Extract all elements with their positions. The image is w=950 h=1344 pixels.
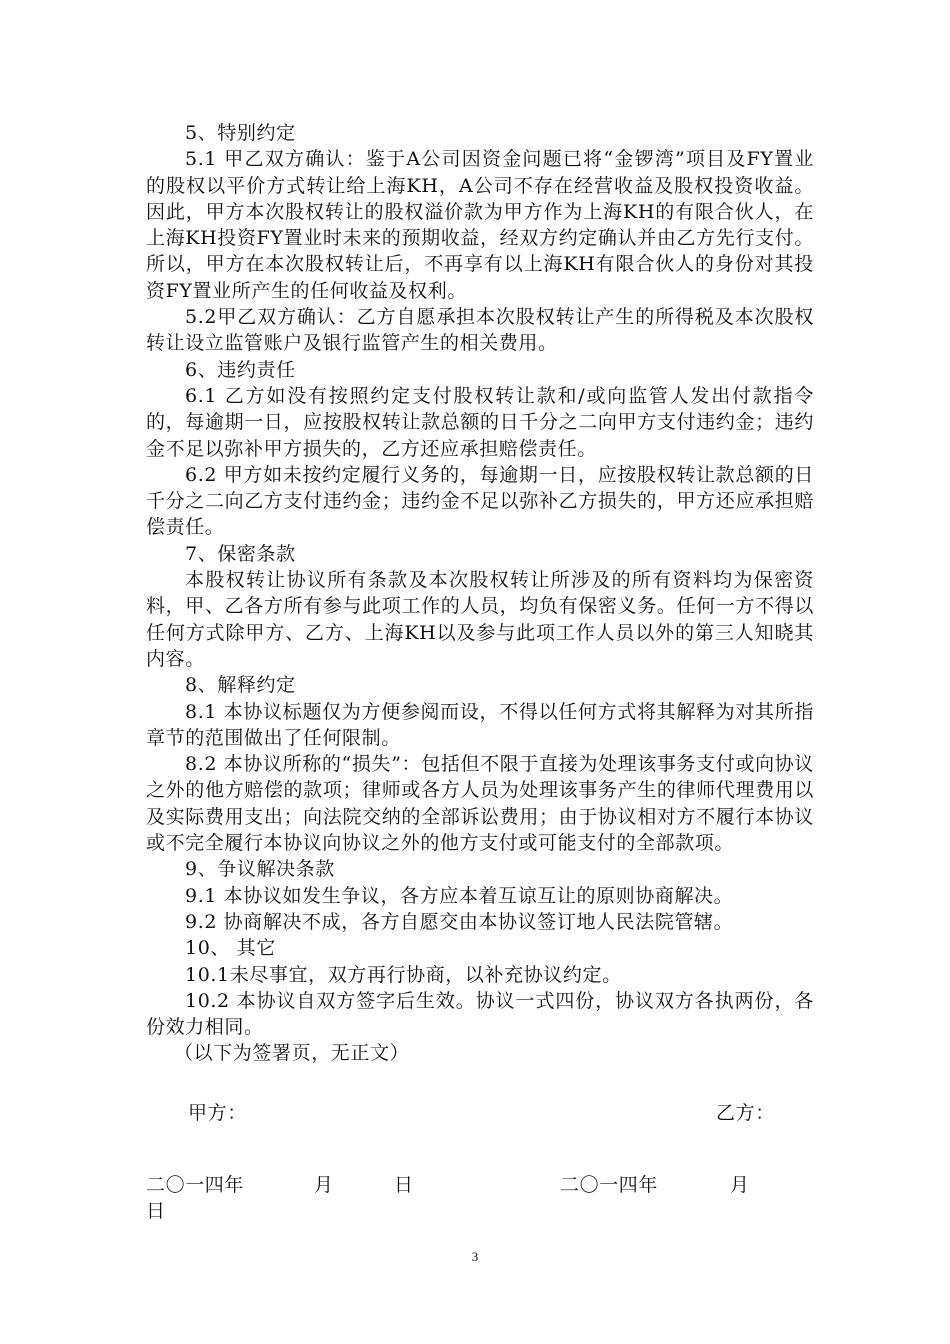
page-number: 3 <box>471 1249 479 1264</box>
party-b-signature-label: 乙方： <box>716 1102 775 1124</box>
section-heading-7: 7、保密条款 <box>185 542 296 565</box>
right-date-year: 二〇一四年 <box>560 1174 659 1196</box>
signature-dates <box>146 1172 806 1224</box>
right-date-day: 日 <box>146 1200 166 1222</box>
clause-6-1: 6.1 乙方如没有按照约定支付股权转让款和/或向监管人发出付款指令的，每逾期一日，应按股权转让款总额的日千分之二向甲方支付违约金；违约金不足以弥补甲方损失的，乙方还应承担赔偿责任。 <box>146 384 814 460</box>
clause-5-2: 5.2甲乙双方确认：乙方自愿承担本次股权转让产生的所得税及本次股权转让设立监管账户及银行监管产生的相关费用。 <box>146 306 814 355</box>
clause-8-1: 8.1 本协议标题仅为方便参阅而设，不得以任何方式将其解释为对其所指章节的范围做出了任何限制。 <box>146 700 814 749</box>
clause-9-1: 9.1 本协议如发生争议，各方应本着互谅互让的原则协商解决。 <box>185 884 734 907</box>
left-date-month: 月 <box>314 1174 334 1196</box>
clause-10-1: 10.1未尽事宜，双方再行协商，以补充协议约定。 <box>185 963 622 986</box>
section-heading-6: 6、违约责任 <box>185 358 296 381</box>
date-line <box>146 1172 806 1198</box>
right-date-month: 月 <box>730 1174 750 1196</box>
clause-6-2: 6.2 甲方如未按约定履行义务的，每逾期一日，应按股权转让款总额的日千分之二向乙方支付违约金；违约金不足以弥补乙方损失的，甲方还应承担赔偿责任。 <box>146 463 814 539</box>
clause-7: 本股权转让协议所有条款及本次股权转让所涉及的所有资料均为保密资料，甲、乙各方所有参与此项工作的人员，均负有保密义务。任何一方不得以任何方式除甲方、乙方、上海KH以及参与此项工作人员以外的第三人知晓其内容。 <box>146 569 814 670</box>
left-date-year: 二〇一四年 <box>146 1174 245 1196</box>
date-line-wrapped <box>146 1198 806 1224</box>
section-heading-9: 9、争议解决条款 <box>185 858 335 881</box>
clause-9-2: 9.2 协商解决不成，各方自愿交由本协议签订地人民法院管辖。 <box>185 910 734 933</box>
clause-10-2: 10.2 本协议自双方签字后生效。协议一式四份，协议双方各执两份，各份效力相同。 <box>146 989 814 1039</box>
section-heading-10: 10、 其它 <box>185 937 276 960</box>
document-body <box>146 120 814 1067</box>
clause-8-2: 8.2 本协议所称的“损失”：包括但不限于直接为处理该事务支付或向协议之外的他方赔偿的款项；律师或各方人员为处理该事务产生的律师代理费用以及实际费用支出；向法院交纳的全部诉讼费用；由于协议相对方不履行本协议或不完全履行本协议向协议之外的他方支付或可能支付的全部款项。 <box>146 753 814 855</box>
section-heading-8: 8、解释约定 <box>185 674 296 697</box>
clause-5-1: 5.1 甲乙双方确认：鉴于A公司因资金问题已将“金锣湾”项目及FY置业的股权以平价方式转让给上海KH，A公司不存在经营收益及股权投资收益。因此，甲方本次股权转让的股权溢价款为甲方作为上海KH的有限合伙人，在上海KH投资FY置业时未来的预期收益，经双方约定确认并由乙方先行支付。所以，甲方在本次股权转让后，不再享有以上海KH有限合伙人的身份对其投资FY置业所产生的任何收益及权利。 <box>146 148 814 302</box>
section-heading-5: 5、特别约定 <box>185 122 296 144</box>
party-a-signature-label: 甲方： <box>188 1102 247 1124</box>
left-date-day: 日 <box>394 1174 414 1196</box>
signature-page-note: （以下为签署页，无正文） <box>174 1042 410 1065</box>
